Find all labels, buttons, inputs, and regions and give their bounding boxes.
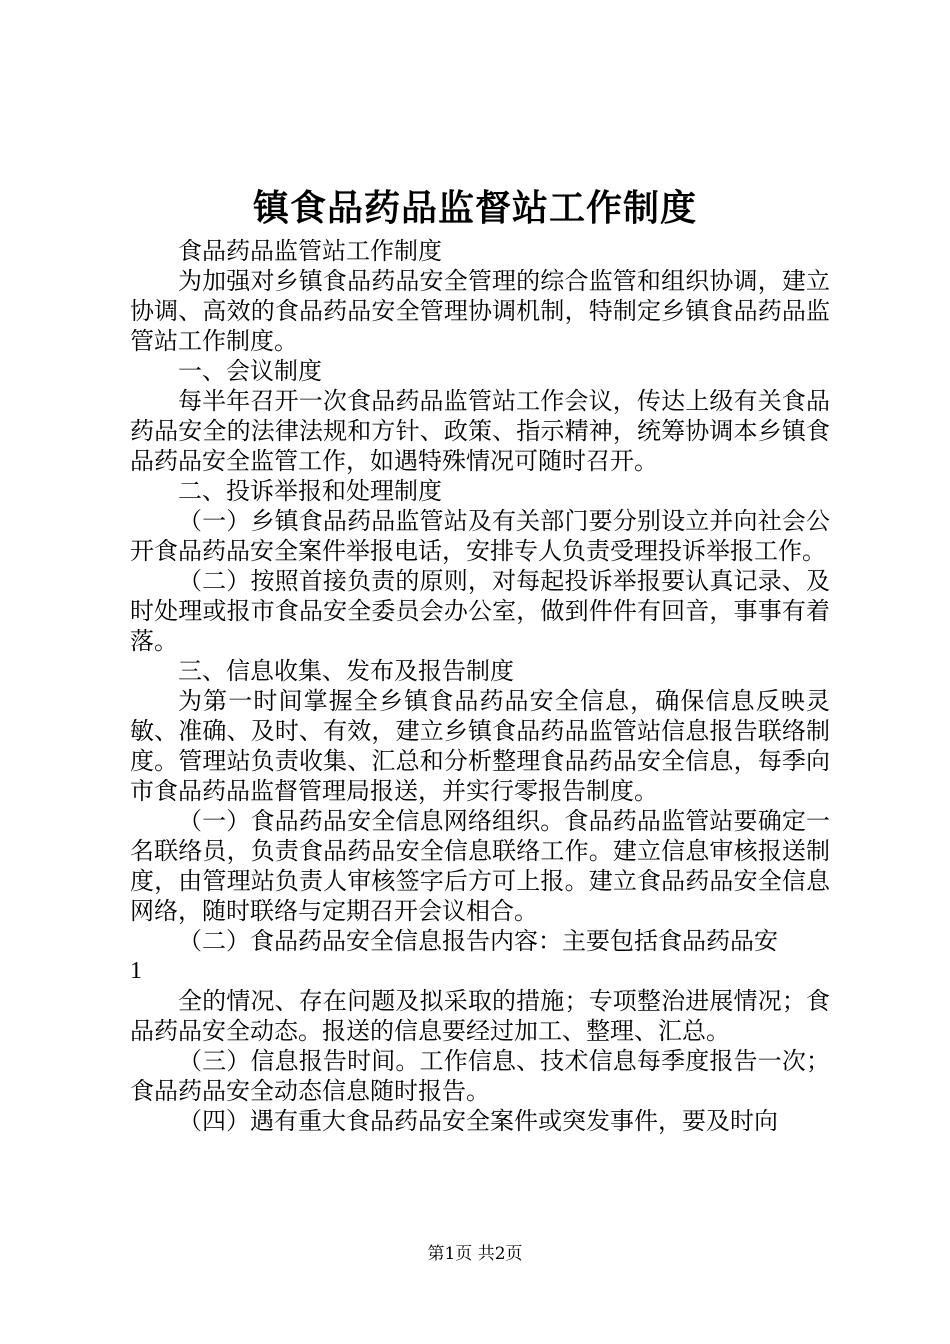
paragraph-information-1: （一）食品药品安全信息网络组织。食品药品监管站要确定一名联络员，负责食品药品安全信息联络工作。建立信息审核报送制度，由管理站负责人审核签字后方可上报。建立食品药品安全信息网络，随时联络与定期召开会议相合。 bbox=[130, 807, 830, 925]
page-break-number: 1 bbox=[130, 958, 142, 984]
page-footer: 第1页 共2页 bbox=[427, 1244, 523, 1264]
paragraph-meeting: 每半年召开一次食品药品监管站工作会议，传达上级有关食品药品安全的法律法规和方针、政策、指示精神，统筹协调本乡镇食品药品安全监管工作，如遇特殊情况可随时召开。 bbox=[130, 387, 830, 475]
section-heading-information: 三、信息收集、发布及报告制度 bbox=[178, 657, 514, 685]
paragraph-continued-3: （四）遇有重大食品药品安全案件或突发事件，要及时向 bbox=[178, 1107, 778, 1135]
paragraph-continued-1: 全的情况、存在问题及拟采取的措施；专项整治进展情况；食品药品安全动态。报送的信息要经过加工、整理、汇总。 bbox=[130, 987, 830, 1045]
paragraph-complaints-2: （二）按照首接负责的原则，对每起投诉举报要认真记录、及时处理或报市食品安全委员会办公室，做到件件有回音，事事有着落。 bbox=[130, 567, 830, 655]
paragraph-complaints-1: （一）乡镇食品药品监管站及有关部门要分别设立并向社会公开食品药品安全案件举报电话，安排专人负责受理投诉举报工作。 bbox=[130, 507, 830, 565]
section-heading-meeting: 一、会议制度 bbox=[178, 357, 322, 385]
section-heading-complaints: 二、投诉举报和处理制度 bbox=[178, 477, 442, 505]
paragraph-continued-2: （三）信息报告时间。工作信息、技术信息每季度报告一次；食品药品安全动态信息随时报告。 bbox=[130, 1047, 830, 1105]
document-body bbox=[130, 236, 830, 1136]
paragraph-subtitle: 食品药品监管站工作制度 bbox=[178, 237, 442, 265]
paragraph-information-2: （二）食品药品安全信息报告内容：主要包括食品药品安 bbox=[178, 927, 778, 955]
document-title: 镇食品药品监督站工作制度 bbox=[252, 187, 697, 229]
paragraph-intro: 为加强对乡镇食品药品安全管理的综合监管和组织协调，建立协调、高效的食品药品安全管理协调机制，特制定乡镇食品药品监管站工作制度。 bbox=[130, 267, 830, 355]
paragraph-information: 为第一时间掌握全乡镇食品药品安全信息，确保信息反映灵敏、准确、及时、有效，建立乡镇食品药品监管站信息报告联络制度。管理站负责收集、汇总和分析整理食品药品安全信息，每季向市食品药品监督管理局报送，并实行零报告制度。 bbox=[130, 687, 830, 805]
